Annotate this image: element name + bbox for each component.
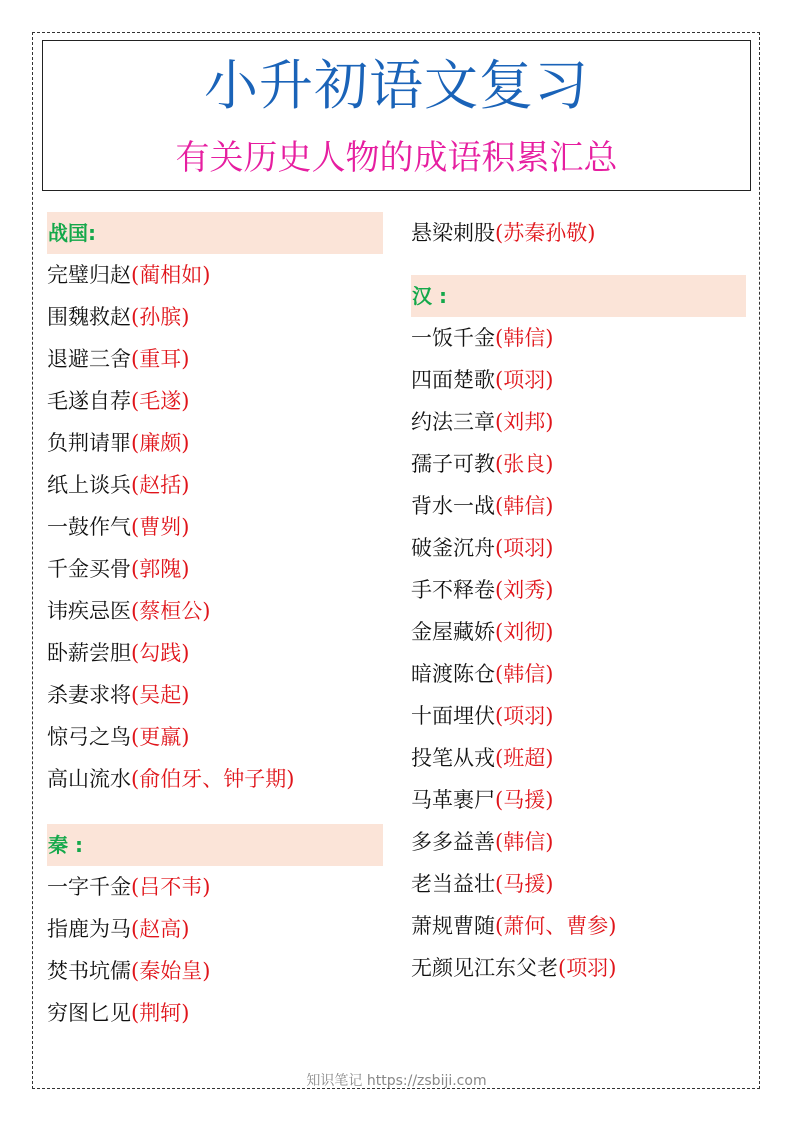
title-box (42, 40, 751, 191)
idiom-row (47, 908, 383, 950)
idiom-row (411, 317, 746, 359)
historical-person: (重耳) (131, 347, 190, 371)
idiom-row (47, 632, 383, 674)
idiom-row (411, 401, 746, 443)
idiom-row (411, 443, 746, 485)
idiom-text: 千金买骨 (47, 557, 131, 581)
historical-person: (刘秀) (495, 578, 554, 602)
idiom-text: 卧薪尝胆 (47, 641, 131, 665)
idiom-row (47, 380, 383, 422)
idiom-text: 多多益善 (411, 830, 495, 854)
idiom-text: 一字千金 (47, 875, 131, 899)
idiom-text: 焚书坑儒 (47, 959, 131, 983)
idiom-list-warring-states (47, 254, 383, 800)
idiom-text: 悬梁刺股 (411, 221, 495, 245)
idiom-row (411, 527, 746, 569)
idiom-text: 穷图匕见 (47, 1001, 131, 1025)
idiom-row (47, 548, 383, 590)
idiom-text: 背水一战 (411, 494, 495, 518)
idiom-text: 围魏救赵 (47, 305, 131, 329)
idiom-text: 老当益壮 (411, 872, 495, 896)
historical-person: (项羽) (495, 368, 554, 392)
left-column (47, 212, 383, 1034)
historical-person: (韩信) (495, 326, 554, 350)
historical-person: (曹刿) (131, 515, 190, 539)
right-column (411, 212, 746, 989)
historical-person: (萧何、曹参) (495, 914, 617, 938)
footer-watermark: 知识笔记 https://zsbiji.com (306, 1073, 487, 1089)
historical-person: (赵高) (131, 917, 190, 941)
historical-person: (吴起) (131, 683, 190, 707)
page-subtitle: 有关历史人物的成语积累汇总 (175, 138, 618, 178)
idiom-text: 高山流水 (47, 767, 131, 791)
historical-person: (张良) (495, 452, 554, 476)
idiom-row (411, 611, 746, 653)
historical-person: (刘邦) (495, 410, 554, 434)
historical-person: (廉颇) (131, 431, 190, 455)
idiom-text: 负荆请罪 (47, 431, 131, 455)
idiom-text: 指鹿为马 (47, 917, 131, 941)
idiom-text: 金屋藏娇 (411, 620, 495, 644)
historical-person: (蔺相如) (131, 263, 211, 287)
historical-person: (吕不韦) (131, 875, 211, 899)
idiom-row (47, 464, 383, 506)
section-heading-han: 汉 : (411, 275, 746, 317)
idiom-text: 完璧归赵 (47, 263, 131, 287)
idiom-text: 约法三章 (411, 410, 495, 434)
idiom-list-qin (47, 866, 383, 1034)
idiom-row (47, 338, 383, 380)
idiom-row (411, 359, 746, 401)
idiom-row (47, 590, 383, 632)
historical-person: (蔡桓公) (131, 599, 211, 623)
historical-person: (韩信) (495, 830, 554, 854)
historical-person: (郭隗) (131, 557, 190, 581)
historical-person: (班超) (495, 746, 554, 770)
idiom-row (411, 779, 746, 821)
idiom-row (411, 695, 746, 737)
idiom-text: 马革裹尸 (411, 788, 495, 812)
idiom-text: 十面埋伏 (411, 704, 495, 728)
idiom-row (411, 569, 746, 611)
historical-person: (更羸) (131, 725, 190, 749)
historical-person: (马援) (495, 788, 554, 812)
historical-person: (勾践) (131, 641, 190, 665)
historical-person: (赵括) (131, 473, 190, 497)
idiom-row (411, 905, 746, 947)
historical-person: (马援) (495, 872, 554, 896)
idiom-row (411, 485, 746, 527)
section-heading-warring-states: 战国: (47, 212, 383, 254)
historical-person: (项羽) (495, 704, 554, 728)
idiom-row (47, 254, 383, 296)
idiom-row (47, 674, 383, 716)
idiom-text: 纸上谈兵 (47, 473, 131, 497)
idiom-row (411, 863, 746, 905)
historical-person: (刘彻) (495, 620, 554, 644)
idiom-row (411, 212, 746, 254)
idiom-text: 暗渡陈仓 (411, 662, 495, 686)
idiom-text: 杀妻求将 (47, 683, 131, 707)
idiom-text: 破釜沉舟 (411, 536, 495, 560)
historical-person: (毛遂) (131, 389, 190, 413)
idiom-row (47, 758, 383, 800)
idiom-row (47, 422, 383, 464)
idiom-row (47, 296, 383, 338)
idiom-row (47, 506, 383, 548)
idiom-row (411, 821, 746, 863)
historical-person: (韩信) (495, 494, 554, 518)
idiom-row (47, 950, 383, 992)
idiom-list-han (411, 317, 746, 989)
idiom-row (47, 992, 383, 1034)
idiom-row (411, 737, 746, 779)
section-heading-qin: 秦 : (47, 824, 383, 866)
idiom-row (411, 653, 746, 695)
idiom-text: 毛遂自荐 (47, 389, 131, 413)
historical-person: (孙膑) (131, 305, 190, 329)
idiom-text: 一鼓作气 (47, 515, 131, 539)
idiom-row (411, 947, 746, 989)
idiom-text: 退避三舍 (47, 347, 131, 371)
idiom-text: 孺子可教 (411, 452, 495, 476)
historical-person: (俞伯牙、钟子期) (131, 767, 295, 791)
page-title: 小升初语文复习 (204, 54, 589, 117)
idiom-text: 一饭千金 (411, 326, 495, 350)
historical-person: (项羽) (558, 956, 617, 980)
idiom-text: 无颜见江东父老 (411, 956, 558, 980)
idiom-list-right-top (411, 212, 746, 254)
idiom-text: 四面楚歌 (411, 368, 495, 392)
idiom-text: 萧规曹随 (411, 914, 495, 938)
idiom-row (47, 716, 383, 758)
idiom-text: 惊弓之鸟 (47, 725, 131, 749)
historical-person: (项羽) (495, 536, 554, 560)
historical-person: (荆轲) (131, 1001, 190, 1025)
idiom-text: 手不释卷 (411, 578, 495, 602)
historical-person: (韩信) (495, 662, 554, 686)
idiom-text: 投笔从戎 (411, 746, 495, 770)
historical-person: (苏秦孙敬) (495, 221, 596, 245)
idiom-row (47, 866, 383, 908)
idiom-text: 讳疾忌医 (47, 599, 131, 623)
historical-person: (秦始皇) (131, 959, 211, 983)
